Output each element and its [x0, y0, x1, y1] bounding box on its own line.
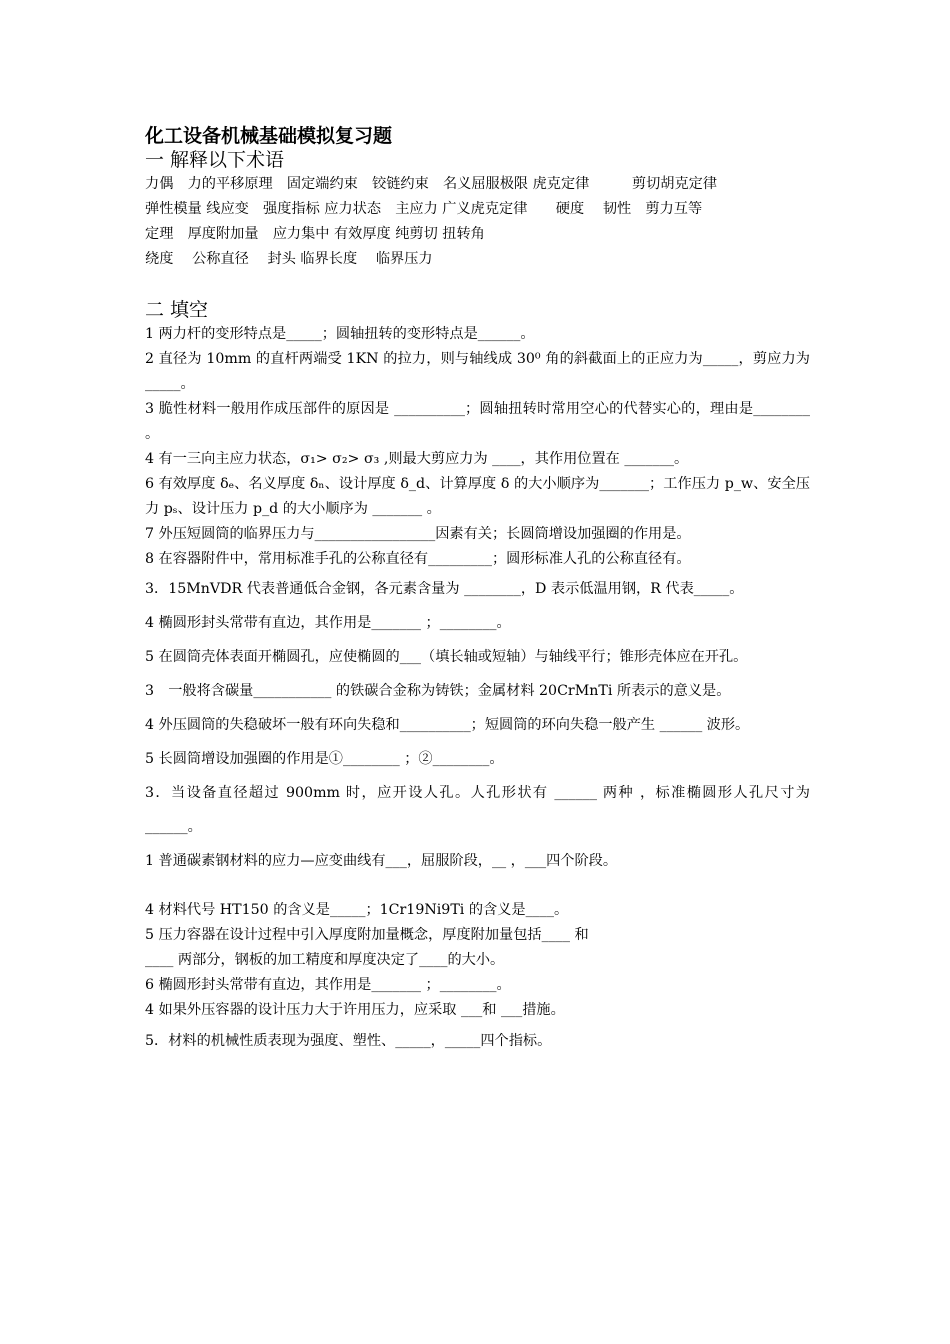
question-item: 5 长圆筒增设加强圈的作用是①________ ；②________。 — [145, 751, 504, 767]
question-item: 3 脆性材料一般用作成压部件的原因是 __________；圆轴扭转时常用空心的代替实心的，理由是________ 。 — [145, 401, 810, 442]
question-item: ____ 两部分，钢板的加工精度和厚度决定了____的大小。 — [145, 952, 505, 968]
question-item: 4 如果外压容器的设计压力大于许用压力，应采取 ___和 ___措施。 — [145, 1002, 565, 1018]
question-item: 5 在圆筒壳体表面开椭圆孔，应使椭圆的___（填长轴或短轴）与轴线平行；锥形壳体应在开孔。 — [145, 649, 748, 665]
document-title: 化工设备机械基础模拟复习题 — [145, 125, 393, 147]
question-item: 5．材料的机械性质表现为强度、塑性、_____，_____四个指标。 — [145, 1033, 552, 1049]
question-item: 4 有一三向主应力状态，σ₁> σ₂> σ₃ ,则最大剪应力为 ____，其作用位置在 _______。 — [145, 451, 689, 467]
question-item: 6 有效厚度 δₑ、名义厚度 δₙ、设计厚度 δ_d、计算厚度 δ 的大小顺序为_______；工作压力 p_w、安全压力 pₛ、设计压力 p_d 的大小顺序为 _______ 。 — [145, 476, 810, 517]
question-item: 4 材料代号 HT150 的含义是_____；1Cr19Ni9Ti 的含义是____。 — [145, 902, 569, 918]
question-item: 1 两力杆的变形特点是_____；圆轴扭转的变形特点是______。 — [145, 326, 535, 342]
question-item: 5 压力容器在设计过程中引入厚度附加量概念，厚度附加量包括____ 和 — [145, 927, 589, 943]
question-item: 3．当设备直径超过 900mm 时，应开设人孔。人孔形状有 ______ 两种 ，标准椭圆形人孔尺寸为______。 — [145, 785, 810, 835]
terms-line: 弹性模量 线应变 强度指标 应力状态 主应力 广义虎克定律 硬度 韧性 剪力互等 — [145, 201, 703, 217]
terms-line: 定理 厚度附加量 应力集中 有效厚度 纯剪切 扭转角 — [145, 226, 485, 242]
question-item: 3 一般将含碳量___________ 的铁碳合金称为铸铁；金属材料 20CrMnTi 所表示的意义是。 — [145, 683, 731, 699]
section-heading-fill-in: 二 填空 — [145, 299, 209, 321]
question-item: 4 外压圆筒的失稳破坏一般有环向失稳和__________；短圆筒的环向失稳一般产生 ______ 波形。 — [145, 717, 750, 733]
spacer — [145, 272, 810, 298]
question-item: 8 在容器附件中，常用标准手孔的公称直径有_________；圆形标准人孔的公称直径有。 — [145, 551, 691, 567]
question-item: 7 外压短圆筒的临界压力与_________________因素有关；长圆筒增设加强圈的作用是。 — [145, 526, 691, 542]
question-item: 6 椭圆形封头常带有直边，其作用是_______ ；________。 — [145, 977, 511, 993]
question-item: 2 直径为 10mm 的直杆两端受 1KN 的拉力，则与轴线成 30⁰ 角的斜截面上的正应力为_____，剪应力为 _____。 — [145, 351, 810, 392]
terms-line: 力偶 力的平移原理 固定端约束 铰链约束 名义屈服极限 虎克定律 剪切胡克定律 — [145, 176, 718, 192]
section-heading-terms: 一 解释以下术语 — [145, 149, 285, 171]
document-page — [145, 124, 810, 1054]
question-item: 1 普通碳素钢材料的应力—应变曲线有___，屈服阶段，__ ，___四个阶段。 — [145, 853, 618, 869]
terms-line: 绕度 公称直径 封头 临界长度 临界压力 — [145, 251, 433, 267]
question-item: 4 椭圆形封头常带有直边，其作用是_______ ；________。 — [145, 615, 511, 631]
spacer — [145, 878, 810, 898]
question-item: 3．15MnVDR 代表普通低合金钢，各元素含量为 ________，D 表示低温用钢，R 代表_____。 — [145, 581, 744, 597]
